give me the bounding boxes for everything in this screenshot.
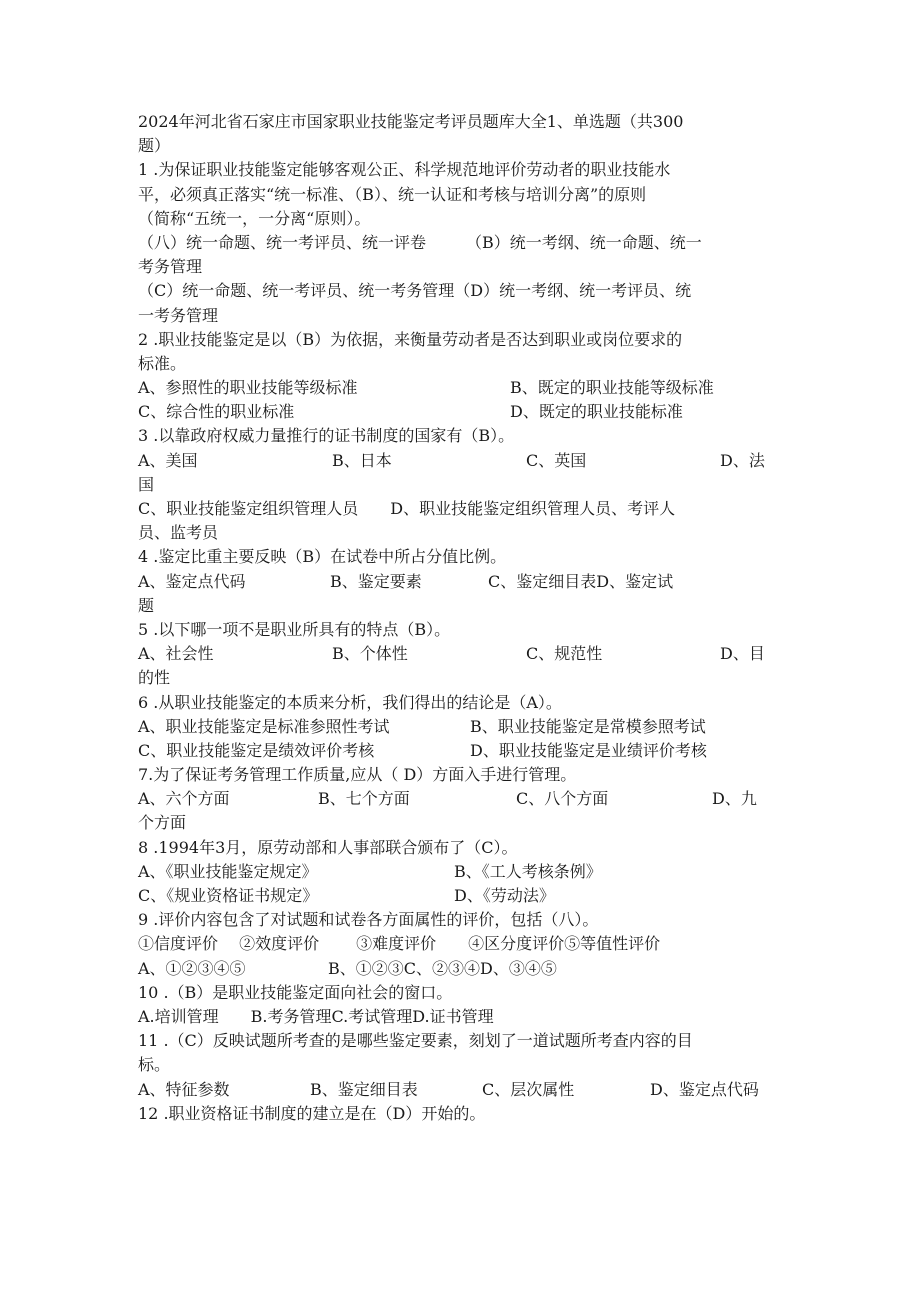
- question-8-options-row: [138, 860, 788, 884]
- option-c: C、综合性的职业标准: [138, 402, 295, 422]
- option-c: C、英国: [526, 450, 587, 470]
- question-6-stem: 6 .从职业技能鉴定的本质来分析，我们得出的结论是（A）。: [138, 692, 562, 712]
- question-3-options-row: [138, 449, 788, 473]
- question-3-options-cont: 国: [138, 474, 155, 494]
- question-11-stem-cont: 标。: [138, 1055, 171, 1075]
- question-4-stem: 4 .鉴定比重主要反映（B）在试卷中所占分值比例。: [138, 547, 507, 567]
- option-a: A、鉴定点代码: [138, 571, 246, 591]
- question-11-options-row: [138, 1078, 788, 1102]
- question-5-options-cont: 的性: [138, 668, 171, 688]
- option-d: D、《劳动法》: [454, 886, 555, 905]
- option-b: B、鉴定要素: [330, 571, 422, 591]
- option-a: A、《职业技能鉴定规定》: [138, 861, 318, 881]
- question-1-options: （C）统一命题、统一考评员、统一考务管理（D）统一考纲、统一考评员、统: [138, 281, 692, 301]
- option-b: B、日本: [332, 450, 392, 470]
- question-4-options-cont: 题: [138, 595, 155, 615]
- option-d: D、既定的职业技能标准: [510, 402, 683, 422]
- question-1-stem-cont: 平，必须真正落实“统一标准、（B）、统一认证和考核与培训分离”的原则: [138, 184, 647, 204]
- option-a: A、美国: [138, 450, 198, 470]
- question-2-stem: 2 .职业技能鉴定是以（B）为依据，来衡量劳动者是否达到职业或岗位要求的: [138, 329, 683, 349]
- question-1-options: （八）统一命题、统一考评员、统一评卷 （B）统一考纲、统一命题、统一: [138, 232, 702, 252]
- option-c: C、规范性: [526, 644, 603, 664]
- question-1-stem: 1 .为保证职业技能鉴定能够客观公正、科学规范地评价劳动者的职业技能水: [138, 160, 671, 180]
- question-8-options-row: [138, 884, 788, 908]
- question-3-options: C、职业技能鉴定组织管理人员 D、职业技能鉴定组织管理人员、考评人: [138, 499, 676, 518]
- question-8-stem: 8 .1994年3月，原劳动部和人事部联合颁布了（C）。: [138, 837, 518, 857]
- question-5-options-row: [138, 642, 788, 666]
- question-9-stem: 9 .评价内容包含了对试题和试卷各方面属性的评价，包括（八）。: [138, 910, 599, 930]
- question-1-options-cont: 考务管理: [138, 257, 203, 277]
- question-1-options-cont: 一考务管理: [138, 305, 219, 325]
- doc-title-cont: 题）: [138, 136, 171, 156]
- question-2-stem-cont: 标准。: [138, 353, 187, 373]
- option-b: B、职业技能鉴定是常模参照考试: [470, 716, 706, 736]
- option-d: D、鉴定点代码: [650, 1079, 759, 1099]
- question-10-stem: 10 .（B）是职业技能鉴定面向社会的窗口。: [138, 982, 453, 1002]
- option-b: B、《工人考核条例》: [454, 861, 602, 881]
- option-a: A、职业技能鉴定是标准参照性考试: [138, 716, 390, 736]
- question-6-options-row: [138, 715, 788, 739]
- option-b: B、鉴定细目表: [310, 1079, 418, 1099]
- option-c: C、《规业资格证书规定》: [138, 886, 319, 905]
- question-9-options-row: [138, 957, 788, 981]
- option-c: C、八个方面: [516, 789, 609, 809]
- option-c: C、层次属性: [482, 1079, 575, 1099]
- option-bcd: B、①②③C、②③④D、③④⑤: [328, 958, 557, 978]
- option-d: D、九: [712, 789, 757, 809]
- option-a: A、参照性的职业技能等级标准: [138, 378, 358, 398]
- question-7-options-row: [138, 787, 788, 811]
- option-b: B、个体性: [332, 644, 408, 664]
- question-12-stem: 12 .职业资格证书制度的建立是在（D）开始的。: [138, 1103, 486, 1123]
- question-9-items: ①信度评价 ②效度评价 ③难度评价 ④区分度评价⑤等值性评价: [138, 934, 661, 954]
- question-11-stem: 11 .（C）反映试题所考查的是哪些鉴定要素，刻划了一道试题所考查内容的目: [138, 1031, 693, 1051]
- option-a: A、六个方面: [138, 789, 230, 809]
- question-3-options-cont: 员、监考员: [138, 523, 219, 543]
- option-a: A、社会性: [138, 644, 214, 664]
- document-page: [138, 110, 788, 1126]
- option-a: A、特征参数: [138, 1079, 230, 1099]
- question-5-stem: 5 .以下哪一项不是职业所具有的特点（B）。: [138, 619, 451, 639]
- question-7-stem: 7.为了保证考务管理工作质量,应从（ D）方面入手进行管理。: [138, 765, 577, 785]
- question-7-options-cont: 个方面: [138, 813, 187, 833]
- option-b: B、七个方面: [318, 789, 410, 809]
- option-b: B、既定的职业技能等级标准: [510, 378, 714, 398]
- question-1-stem-cont: （简称“五统一，一分离“原则）。: [138, 208, 371, 228]
- question-10-options: A.培训管理 B.考务管理C.考试管理D.证书管理: [138, 1006, 494, 1026]
- question-2-options-row: [138, 376, 788, 400]
- question-2-options-row: [138, 400, 788, 424]
- option-cd: C、鉴定细目表D、鉴定试: [488, 571, 674, 591]
- doc-title: 2024年河北省石家庄市国家职业技能鉴定考评员题库大全1、单选题（共300: [138, 112, 684, 131]
- question-6-options-row: [138, 739, 788, 763]
- option-a: A、①②③④⑤: [138, 958, 246, 978]
- question-4-options-row: [138, 570, 788, 594]
- option-c: C、职业技能鉴定是绩效评价考核: [138, 740, 375, 760]
- option-d: D、职业技能鉴定是业绩评价考核: [470, 740, 707, 760]
- question-3-stem: 3 .以靠政府权威力量推行的证书制度的国家有（B）。: [138, 426, 515, 446]
- option-d: D、目: [720, 644, 765, 664]
- option-d: D、法: [720, 450, 765, 470]
